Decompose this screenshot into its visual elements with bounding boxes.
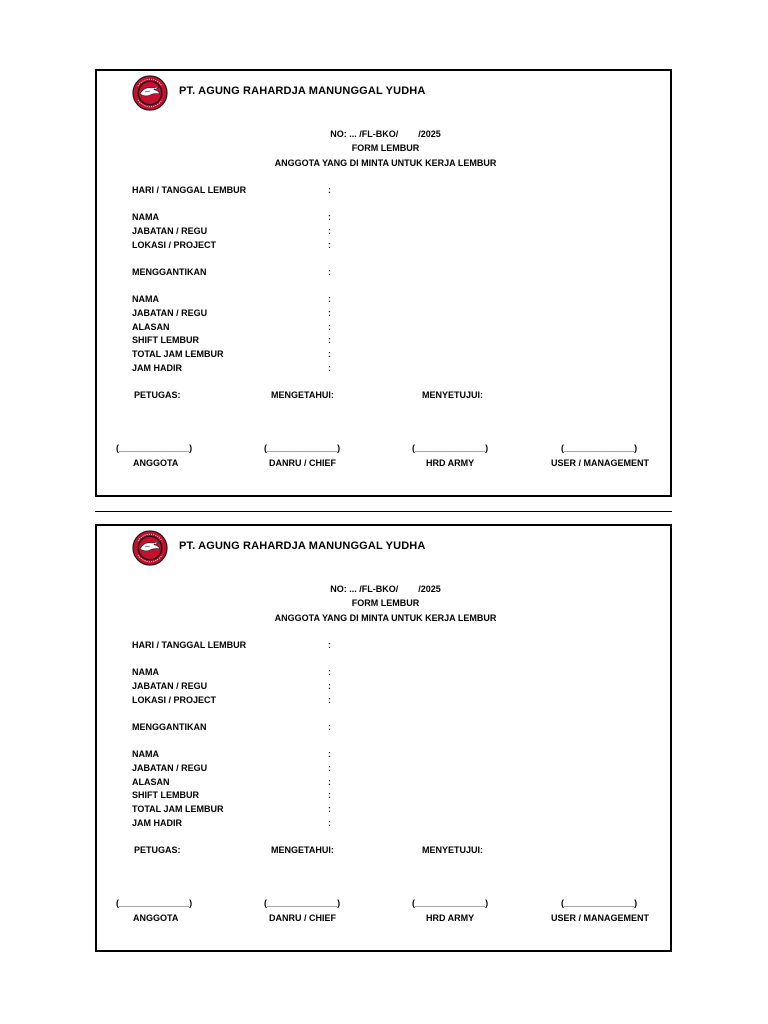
field-label-jabatan-regu-2: JABATAN / REGU <box>132 763 208 773</box>
signature-role-user-management: USER / MANAGEMENT <box>551 458 650 468</box>
signature-role-hrd-army: HRD ARMY <box>426 458 475 468</box>
company-name: PT. AGUNG RAHARDJA MANUNGGAL YUDHA <box>179 540 426 552</box>
field-colon: : <box>328 749 331 759</box>
field-label-alasan: ALASAN <box>132 777 170 787</box>
field-colon: : <box>328 363 331 373</box>
field-colon: : <box>328 322 331 332</box>
document-number-prefix: NO: ... /FL-BKO/ <box>330 584 399 594</box>
signature-heading-menyetujui: MENYETUJUI: <box>422 845 484 855</box>
field-colon: : <box>328 308 331 318</box>
field-colon: : <box>328 763 331 773</box>
form-separator <box>95 511 672 512</box>
signature-line-hrd-army: (______________) <box>412 443 489 453</box>
signature-line-hrd-army: (______________) <box>412 898 489 908</box>
signature-line-danru-chief: (______________) <box>264 443 341 453</box>
company-logo-icon <box>132 530 168 566</box>
field-label-menggantikan: MENGGANTIKAN <box>132 267 207 277</box>
signature-role-danru-chief: DANRU / CHIEF <box>269 913 336 923</box>
form-subtitle: ANGGOTA YANG DI MINTA UNTUK KERJA LEMBUR <box>274 613 497 623</box>
field-colon: : <box>328 695 331 705</box>
field-label-jabatan-regu: JABATAN / REGU <box>132 226 208 236</box>
overtime-form-2 <box>95 524 672 952</box>
form-title: FORM LEMBUR <box>351 598 420 608</box>
field-label-total-jam-lembur: TOTAL JAM LEMBUR <box>132 804 224 814</box>
field-label-nama-2: NAMA <box>132 749 159 759</box>
document-number <box>97 129 674 139</box>
field-colon: : <box>328 790 331 800</box>
field-colon: : <box>328 667 331 677</box>
field-label-hari-tanggal: HARI / TANGGAL LEMBUR <box>132 640 247 650</box>
company-logo-icon <box>132 75 168 111</box>
field-label-jabatan-regu-2: JABATAN / REGU <box>132 308 208 318</box>
signature-heading-petugas: PETUGAS: <box>134 845 181 855</box>
signature-heading-mengetahui: MENGETAHUI: <box>271 390 334 400</box>
company-name: PT. AGUNG RAHARDJA MANUNGGAL YUDHA <box>179 85 426 97</box>
field-colon: : <box>328 294 331 304</box>
field-label-nama: NAMA <box>132 212 159 222</box>
field-label-shift-lembur: SHIFT LEMBUR <box>132 335 199 345</box>
signature-heading-petugas: PETUGAS: <box>134 390 181 400</box>
field-colon: : <box>328 681 331 691</box>
field-colon: : <box>328 640 331 650</box>
document-number-year: /2025 <box>418 584 441 594</box>
field-label-nama-2: NAMA <box>132 294 159 304</box>
signature-heading-menyetujui: MENYETUJUI: <box>422 390 484 400</box>
document-number <box>97 584 674 594</box>
signature-line-user-management: (______________) <box>561 443 638 453</box>
signature-role-user-management: USER / MANAGEMENT <box>551 913 650 923</box>
field-colon: : <box>328 240 331 250</box>
field-colon: : <box>328 349 331 359</box>
field-colon: : <box>328 804 331 814</box>
overtime-form-1 <box>95 69 672 497</box>
field-label-jam-hadir: JAM HADIR <box>132 818 183 828</box>
signature-line-danru-chief: (______________) <box>264 898 341 908</box>
signature-role-anggota: ANGGOTA <box>133 458 179 468</box>
field-colon: : <box>328 212 331 222</box>
field-label-nama: NAMA <box>132 667 159 677</box>
field-label-hari-tanggal: HARI / TANGGAL LEMBUR <box>132 185 247 195</box>
field-colon: : <box>328 267 331 277</box>
field-colon: : <box>328 185 331 195</box>
signature-line-anggota: (______________) <box>116 443 193 453</box>
document-number-prefix: NO: ... /FL-BKO/ <box>330 129 399 139</box>
field-colon: : <box>328 335 331 345</box>
field-label-alasan: ALASAN <box>132 322 170 332</box>
field-label-shift-lembur: SHIFT LEMBUR <box>132 790 199 800</box>
signature-line-anggota: (______________) <box>116 898 193 908</box>
signature-role-danru-chief: DANRU / CHIEF <box>269 458 336 468</box>
signature-line-user-management: (______________) <box>561 898 638 908</box>
form-subtitle: ANGGOTA YANG DI MINTA UNTUK KERJA LEMBUR <box>274 158 497 168</box>
signature-heading-mengetahui: MENGETAHUI: <box>271 845 334 855</box>
field-label-jam-hadir: JAM HADIR <box>132 363 183 373</box>
field-colon: : <box>328 777 331 787</box>
field-label-lokasi-project: LOKASI / PROJECT <box>132 695 217 705</box>
form-title: FORM LEMBUR <box>351 143 420 153</box>
signature-role-hrd-army: HRD ARMY <box>426 913 475 923</box>
field-label-jabatan-regu: JABATAN / REGU <box>132 681 208 691</box>
field-colon: : <box>328 722 331 732</box>
document-number-year: /2025 <box>418 129 441 139</box>
field-label-lokasi-project: LOKASI / PROJECT <box>132 240 217 250</box>
signature-role-anggota: ANGGOTA <box>133 913 179 923</box>
field-label-menggantikan: MENGGANTIKAN <box>132 722 207 732</box>
field-label-total-jam-lembur: TOTAL JAM LEMBUR <box>132 349 224 359</box>
field-colon: : <box>328 818 331 828</box>
field-colon: : <box>328 226 331 236</box>
